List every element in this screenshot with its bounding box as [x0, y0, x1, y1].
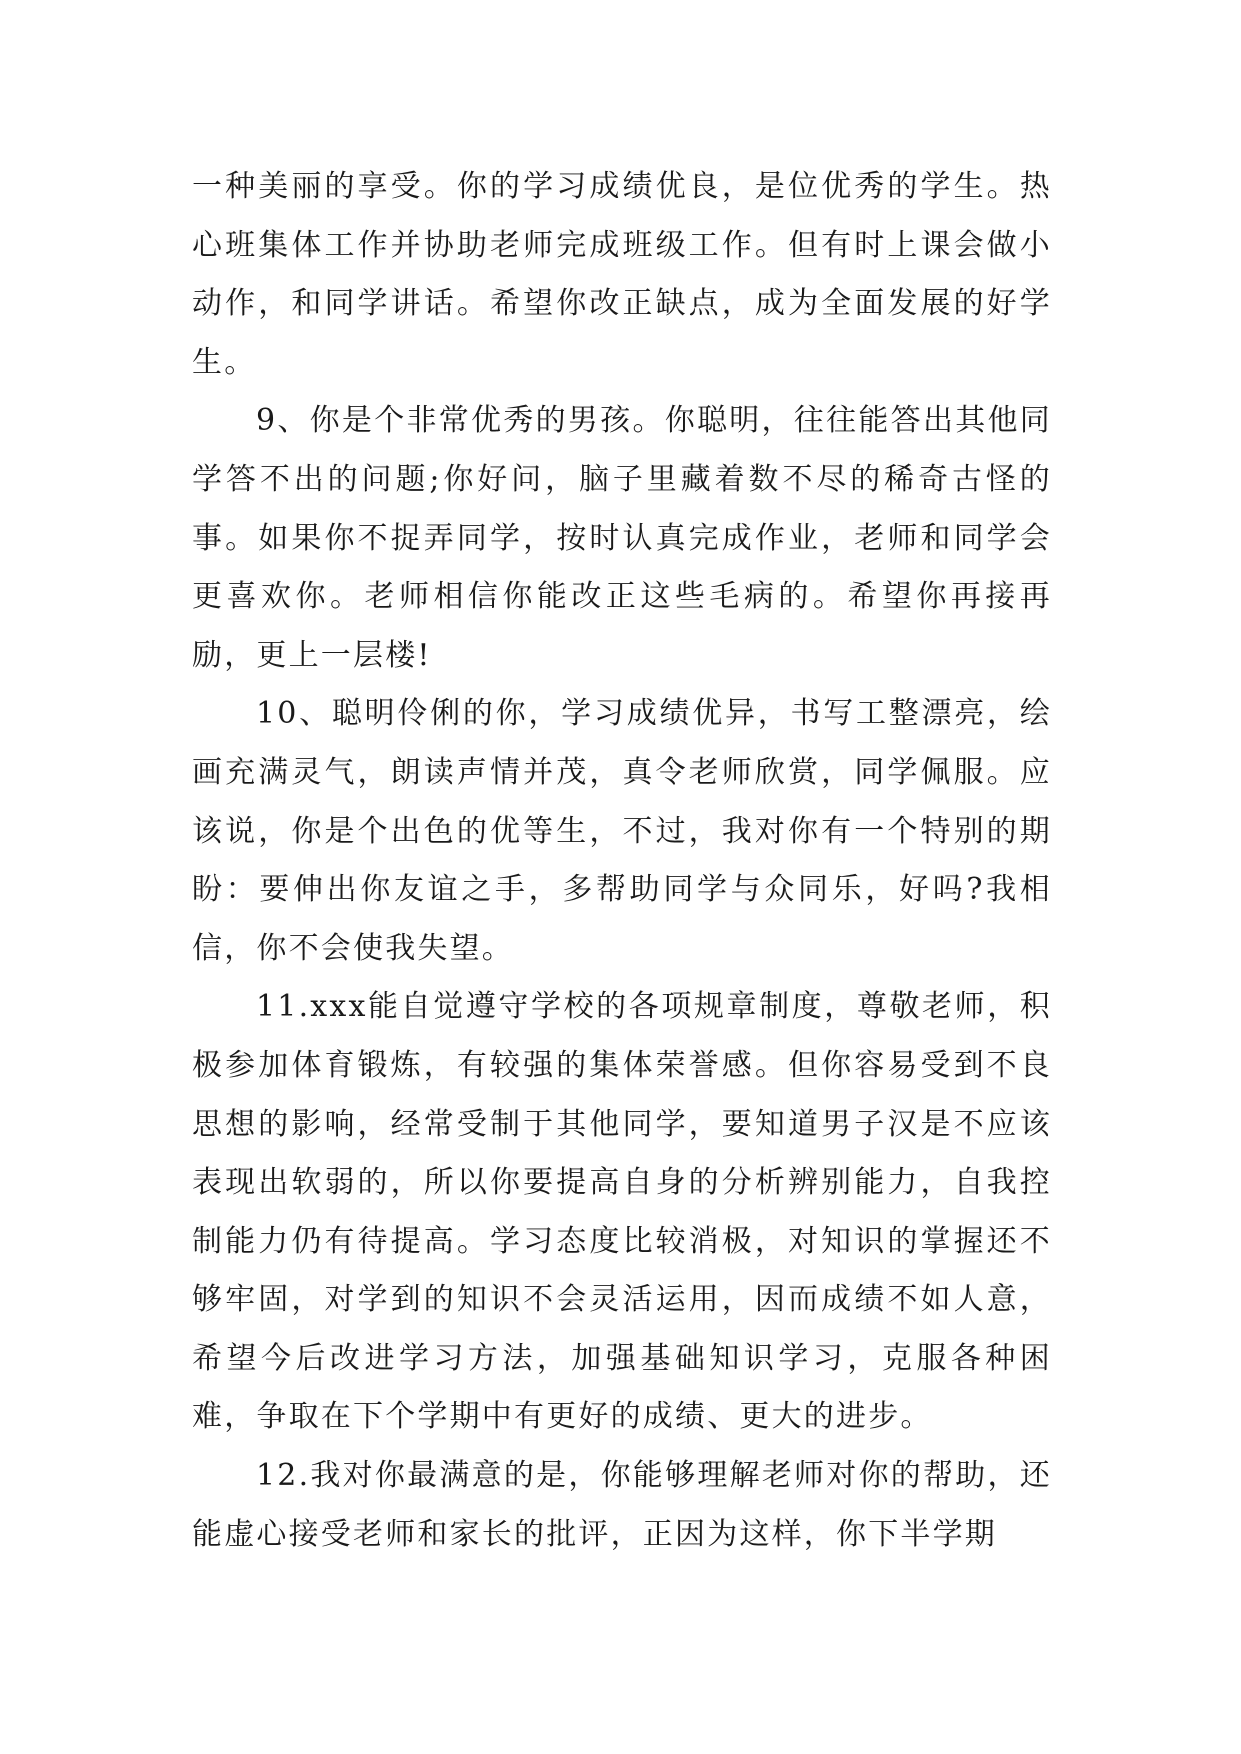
- paragraph-comment-11: 11.xxx能自觉遵守学校的各项规章制度，尊敬老师，积极参加体育锻炼，有较强的集体荣誉感。但你容易受到不良思想的影响，经常受制于其他同学，要知道男子汉是不应该表现出软弱的，所以你要提高自身的分析辨别能力，自我控制能力仍有待提高。学习态度比较消极，对知识的掌握还不够牢固，对学到的知识不会灵活运用，因而成绩不如人意，希望今后改进学习方法，加强基础知识学习，克服各种困难，争取在下个学期中有更好的成绩、更大的进步。: [192, 989, 1052, 1435]
- paragraph-continuation: 一种美丽的享受。你的学习成绩优良，是位优秀的学生。热心班集体工作并协助老师完成班级工作。但有时上课会做小动作，和同学讲话。希望你改正缺点，成为全面发展的好学生。: [192, 169, 1052, 380]
- paragraph-comment-10: 10、聪明伶俐的你，学习成绩优异，书写工整漂亮，绘画充满灵气，朗读声情并茂，真令老师欣赏，同学佩服。应该说，你是个出色的优等生，不过，我对你有一个特别的期盼：要伸出你友谊之手，多帮助同学与众同乐，好吗?我相信，你不会使我失望。: [192, 696, 1052, 966]
- document-body: [192, 158, 1052, 1564]
- paragraph-comment-12: 12.我对你最满意的是，你能够理解老师对你的帮助，还能虚心接受老师和家长的批评，正因为这样，你下半学期: [192, 1458, 1052, 1552]
- paragraph-comment-9: 9、你是个非常优秀的男孩。你聪明，往往能答出其他同学答不出的问题;你好问，脑子里藏着数不尽的稀奇古怪的事。如果你不捉弄同学，按时认真完成作业，老师和同学会更喜欢你。老师相信你能改正这些毛病的。希望你再接再励，更上一层楼!: [192, 403, 1052, 673]
